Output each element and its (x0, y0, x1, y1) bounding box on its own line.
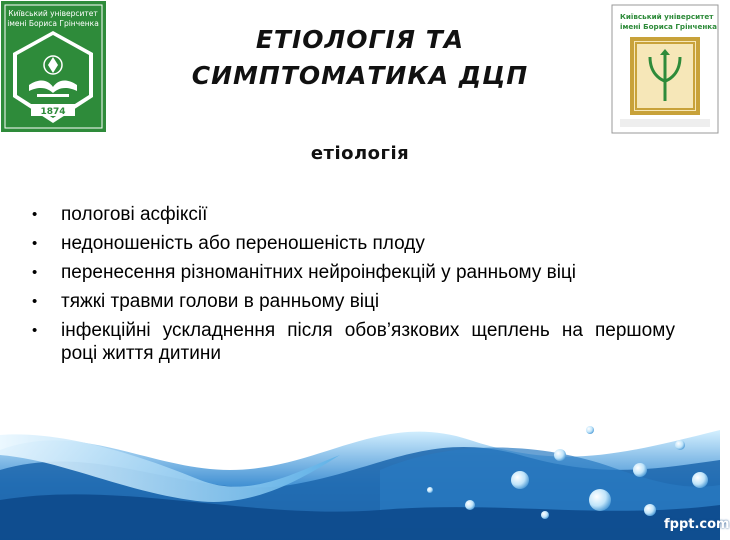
title-line-2: СИМПТОМАТИКА ДЦП (191, 61, 529, 90)
logo-left-line1: Київський університет (8, 9, 98, 18)
bullet-dot-icon: • (32, 235, 38, 252)
bullet-dot-icon: • (32, 206, 38, 223)
slide-title (120, 22, 600, 94)
cause-list (30, 203, 675, 371)
bullet-dot-icon: • (32, 293, 38, 310)
bullet-dot-icon: • (32, 322, 38, 339)
list-item-text: перенесення різноманітних нейроінфекцій у ранньому віці (61, 262, 577, 283)
list-item (30, 290, 675, 313)
logo-left-year: 1874 (40, 107, 66, 117)
logo-left-line2: імені Бориса Грінченка (7, 19, 99, 28)
logo-right-line1: Київський університет (620, 12, 714, 21)
list-item-text: інфекційні ускладнення після обов’язкових щеплень на першому році життя дитини (61, 320, 675, 364)
list-item-text: пологові асфіксії (61, 204, 208, 225)
university-crest-icon (612, 5, 718, 133)
logo-right-line2: імені Бориса Грінченка (620, 22, 718, 31)
list-item-text: тяжкі травми голови в ранньому віці (61, 291, 380, 312)
slide-subtitle: етіологія (310, 143, 410, 164)
title-line-1: ЕТІОЛОГІЯ ТА (255, 25, 465, 54)
university-emblem-icon (1, 1, 106, 132)
list-item (30, 203, 675, 226)
list-item (30, 319, 675, 365)
university-logo-right (612, 5, 718, 133)
list-item-text: недоношеність або переношеність плоду (61, 233, 425, 254)
bullet-dot-icon: • (32, 264, 38, 281)
list-item (30, 261, 675, 284)
list-item (30, 232, 675, 255)
footer-brand: fppt.com (664, 517, 730, 532)
university-logo-left (1, 1, 106, 132)
